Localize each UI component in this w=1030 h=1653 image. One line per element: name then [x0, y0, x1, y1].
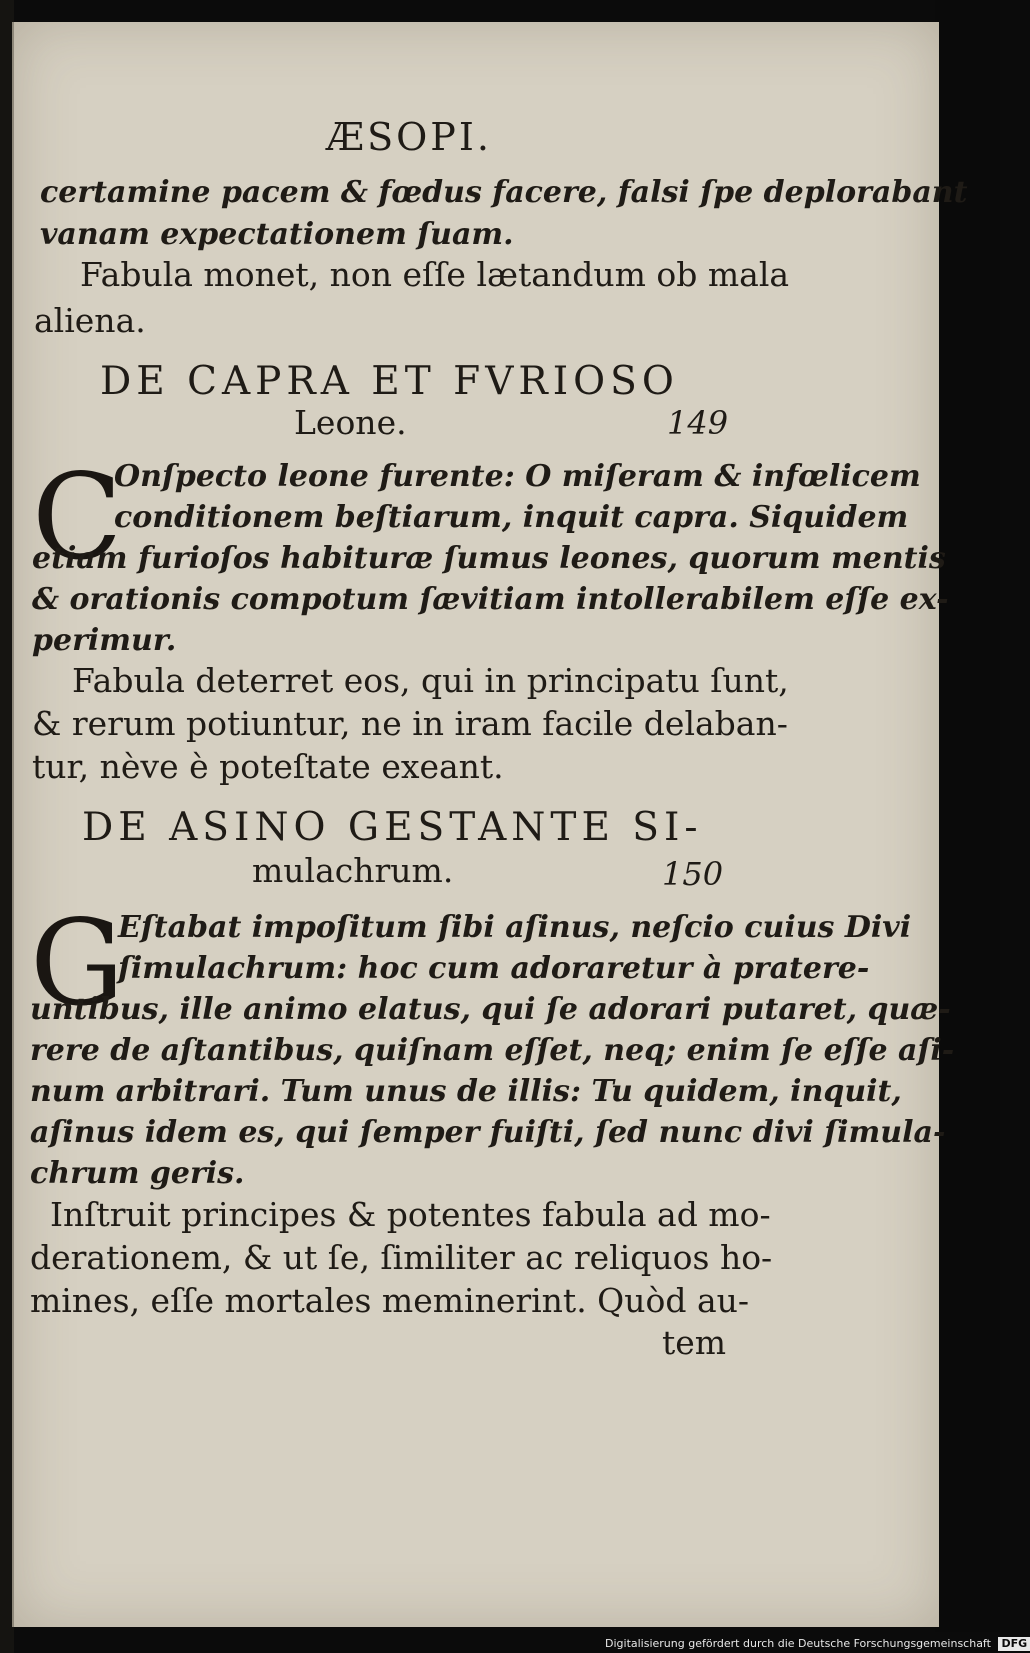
intro-moral-line-2: aliena.: [34, 301, 146, 340]
book-page: [12, 22, 968, 1627]
fable-149-title: DE CAPRA ET FVRIOSO: [100, 359, 679, 404]
fable-149-line-5: perimur.: [32, 623, 177, 658]
scan-background-right: [935, 0, 1000, 1632]
credit-text: Digitalisierung gefördert durch die Deutsche Forschungsgemeinschaft: [605, 1637, 991, 1650]
fable-150-moral-1: Inſtruit principes & potentes fabula ad mo-: [50, 1195, 771, 1234]
fable-149-line-3: etiam furioſos habituræ ſumus leones, quorum mentis: [32, 541, 946, 576]
fable-150-line-1: Eſtabat impoſitum ſibi aſinus, neſcio cuius Divi: [118, 910, 912, 945]
fable-149-dropcap: C: [32, 448, 123, 586]
fable-149-line-4: & orationis compotum ſævitiam intollerabilem eſſe ex-: [32, 582, 949, 617]
running-head: ÆSOPI.: [326, 115, 492, 159]
fable-150-line-7: chrum geris.: [30, 1156, 245, 1191]
fable-149-moral-2: & rerum potiuntur, ne in iram facile delaban-: [32, 704, 788, 743]
fable-149-line-2: conditionem beſtiarum, inquit capra. Siquidem: [114, 500, 909, 535]
fable-150-line-4: rere de aſtantibus, quiſnam eſſet, neq; enim ſe eſſe aſi-: [30, 1033, 955, 1068]
fable-150-line-3: untibus, ille animo elatus, qui ſe adorari putaret, quæ-: [30, 992, 951, 1027]
fable-149-subtitle: Leone.: [294, 403, 407, 442]
intro-moral-line-1: Fabula monet, non eſſe lætandum ob mala: [80, 255, 790, 294]
fable-150-subtitle: mulachrum.: [252, 851, 454, 890]
fable-149-line-1: Onſpecto leone furente: O miſeram & infœlicem: [114, 459, 921, 494]
digitization-credit: [605, 1634, 1030, 1653]
fable-149-moral-3: tur, nève è poteſtate exeant.: [32, 747, 504, 786]
fable-150-line-2: ſimulachrum: hoc cum adoraretur à pratere-: [118, 951, 870, 986]
fable-150-moral-3: mines, eſſe mortales meminerint. Quòd au-: [30, 1281, 750, 1320]
fable-149-number: 149: [667, 404, 729, 442]
fable-150-line-5: num arbitrari. Tum unus de illis: Tu quidem, inquit,: [30, 1074, 902, 1109]
fable-150-line-6: aſinus idem es, qui ſemper fuiſti, ſed nunc divi ſimula-: [30, 1115, 946, 1150]
catchword: tem: [662, 1323, 727, 1362]
fable-150-title: DE ASINO GESTANTE SI-: [82, 805, 703, 850]
fable-150-number: 150: [662, 855, 724, 893]
dfg-logo: DFG: [998, 1637, 1030, 1651]
fable-150-dropcap: G: [30, 894, 125, 1032]
intro-line-1: certamine pacem & fœdus facere, falsi ſpe deplorabant: [40, 175, 968, 210]
intro-line-2: vanam expectationem ſuam.: [40, 217, 514, 252]
fable-149-moral-1: Fabula deterret eos, qui in principatu ſunt,: [72, 661, 789, 700]
fable-150-moral-2: derationem, & ut ſe, ſimiliter ac reliquos ho-: [30, 1238, 773, 1277]
